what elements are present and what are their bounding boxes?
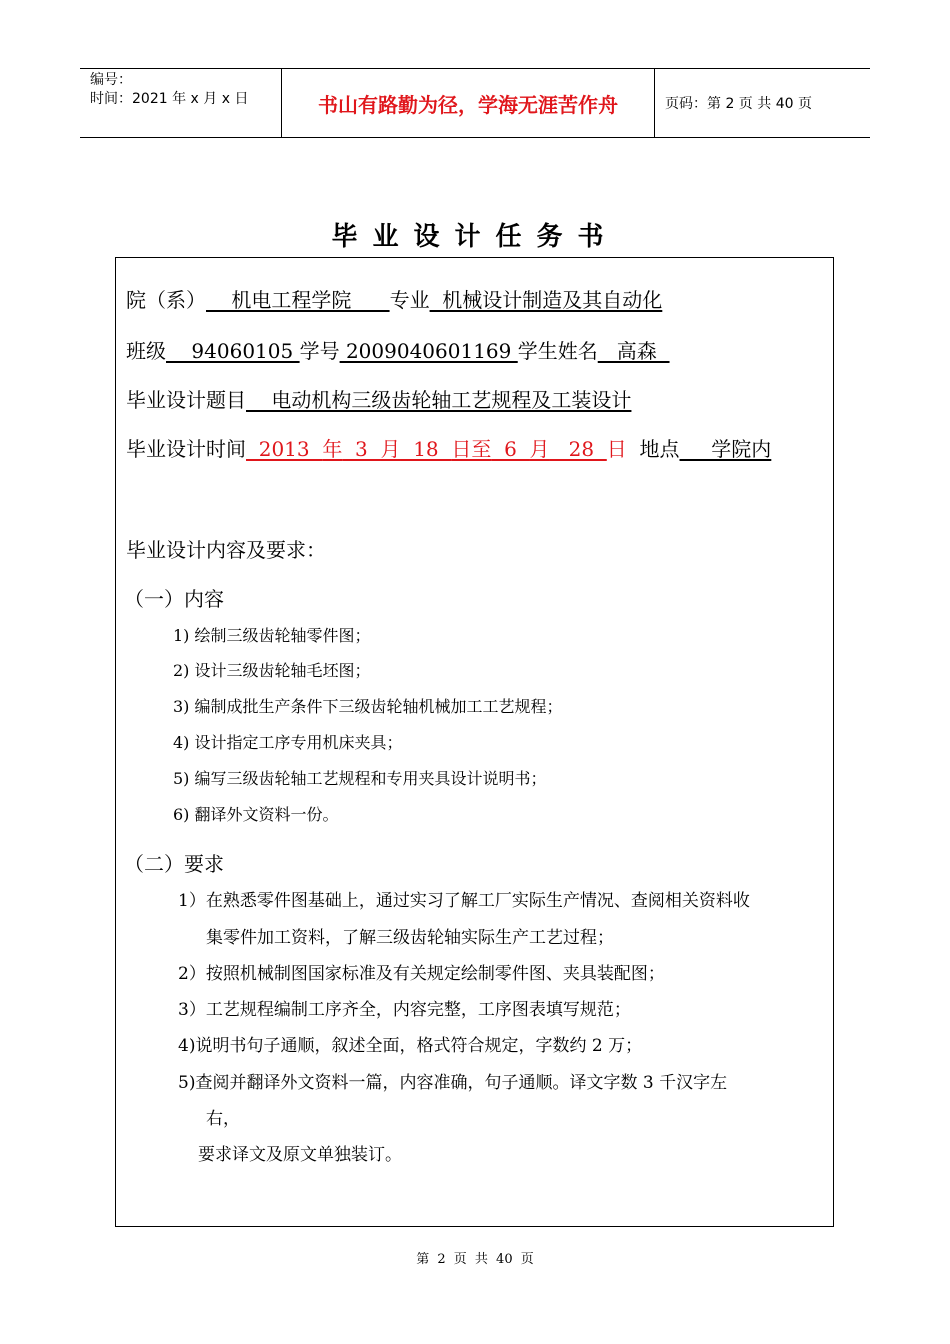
time-place-line — [126, 433, 771, 462]
time-year: 2013 — [246, 437, 323, 461]
header-page-info: 页码：第 2 页 共 40 页 — [665, 96, 812, 112]
req-heading: （二）要求 — [124, 852, 224, 876]
place-value: 学院内 — [679, 437, 772, 461]
time-label: 时间：2021 年 x 月 x 日 — [90, 91, 249, 107]
content-item: 2) 设计三级齿轮轴毛坯图； — [173, 661, 371, 680]
page-footer: 第 2 页 共 40 页 — [416, 1252, 534, 1267]
header-meta — [80, 69, 282, 137]
req-item: 5)查阅并翻译外文资料一篇，内容准确，句子通顺。译文字数 3 千汉字左 — [178, 1073, 728, 1093]
major-label: 专业 — [389, 288, 430, 312]
number-label: 编号： — [90, 72, 132, 88]
time-day-unit: 日 — [606, 437, 627, 461]
req-item: 4)说明书句子通顺，叙述全面，格式符合规定，字数约 2 万； — [178, 1036, 643, 1056]
time-month-unit-1: 月 — [380, 437, 401, 461]
place-label: 地点 — [639, 437, 680, 461]
content-item: 5) 编写三级齿轮轴工艺规程和专用夹具设计说明书； — [173, 769, 547, 788]
content-item: 3) 编制成批生产条件下三级齿轮轴机械加工工艺规程； — [173, 697, 563, 716]
class-id-name-line — [126, 335, 670, 364]
topic-line — [126, 384, 631, 413]
req-note: 要求译文及原文单独装订。 — [198, 1145, 402, 1165]
content-heading: （一）内容 — [124, 587, 224, 611]
time-start-day: 18 — [400, 437, 452, 461]
content-item: 1) 绘制三级齿轮轴零件图； — [173, 626, 371, 645]
id-label: 学号 — [299, 339, 340, 363]
req-item-continued: 右， — [206, 1109, 240, 1129]
content-item: 6) 翻译外文资料一份。 — [173, 805, 339, 824]
req-item: 2）按照机械制图国家标准及有关规定绘制零件图、夹具装配图； — [178, 964, 665, 984]
topic-value: 电动机构三级齿轮轴工艺规程及工装设计 — [246, 388, 632, 412]
dept-value: 机电工程学院 — [206, 288, 390, 312]
page-header — [80, 68, 870, 138]
time-month-unit-2: 月 — [529, 437, 550, 461]
name-value: 高森 — [597, 339, 670, 363]
major-value: 机械设计制造及其自动化 — [429, 288, 663, 312]
time-start-month: 3 — [342, 437, 381, 461]
class-label: 班级 — [126, 339, 166, 363]
id-value: 2009040601169 — [339, 339, 518, 363]
time-year-unit: 年 — [322, 437, 343, 461]
time-end-day: 28 — [549, 437, 607, 461]
req-item: 1）在熟悉零件图基础上，通过实习了解工厂实际生产情况、查阅相关资料收 — [178, 891, 750, 911]
document-title: 毕业设计任务书 — [331, 222, 619, 252]
task-form-box — [115, 257, 834, 1227]
req-item: 3）工艺规程编制工序齐全，内容完整，工序图表填写规范； — [178, 1000, 631, 1020]
time-end-month: 6 — [491, 437, 530, 461]
name-label: 学生姓名 — [517, 339, 598, 363]
design-time-label: 毕业设计时间 — [126, 437, 246, 461]
header-motto: 书山有路勤为径，学海无涯苦作舟 — [282, 69, 655, 137]
content-item: 4) 设计指定工序专用机床夹具； — [173, 733, 403, 752]
req-item-continued: 集零件加工资料，了解三级齿轮轴实际生产工艺过程； — [206, 928, 614, 948]
topic-label: 毕业设计题目 — [126, 388, 246, 412]
dept-major-line — [126, 284, 662, 313]
requirements-heading: 毕业设计内容及要求： — [126, 538, 326, 562]
class-value: 94060105 — [166, 339, 300, 363]
dept-label: 院（系） — [126, 288, 206, 312]
time-day-to: 日至 — [451, 437, 492, 461]
